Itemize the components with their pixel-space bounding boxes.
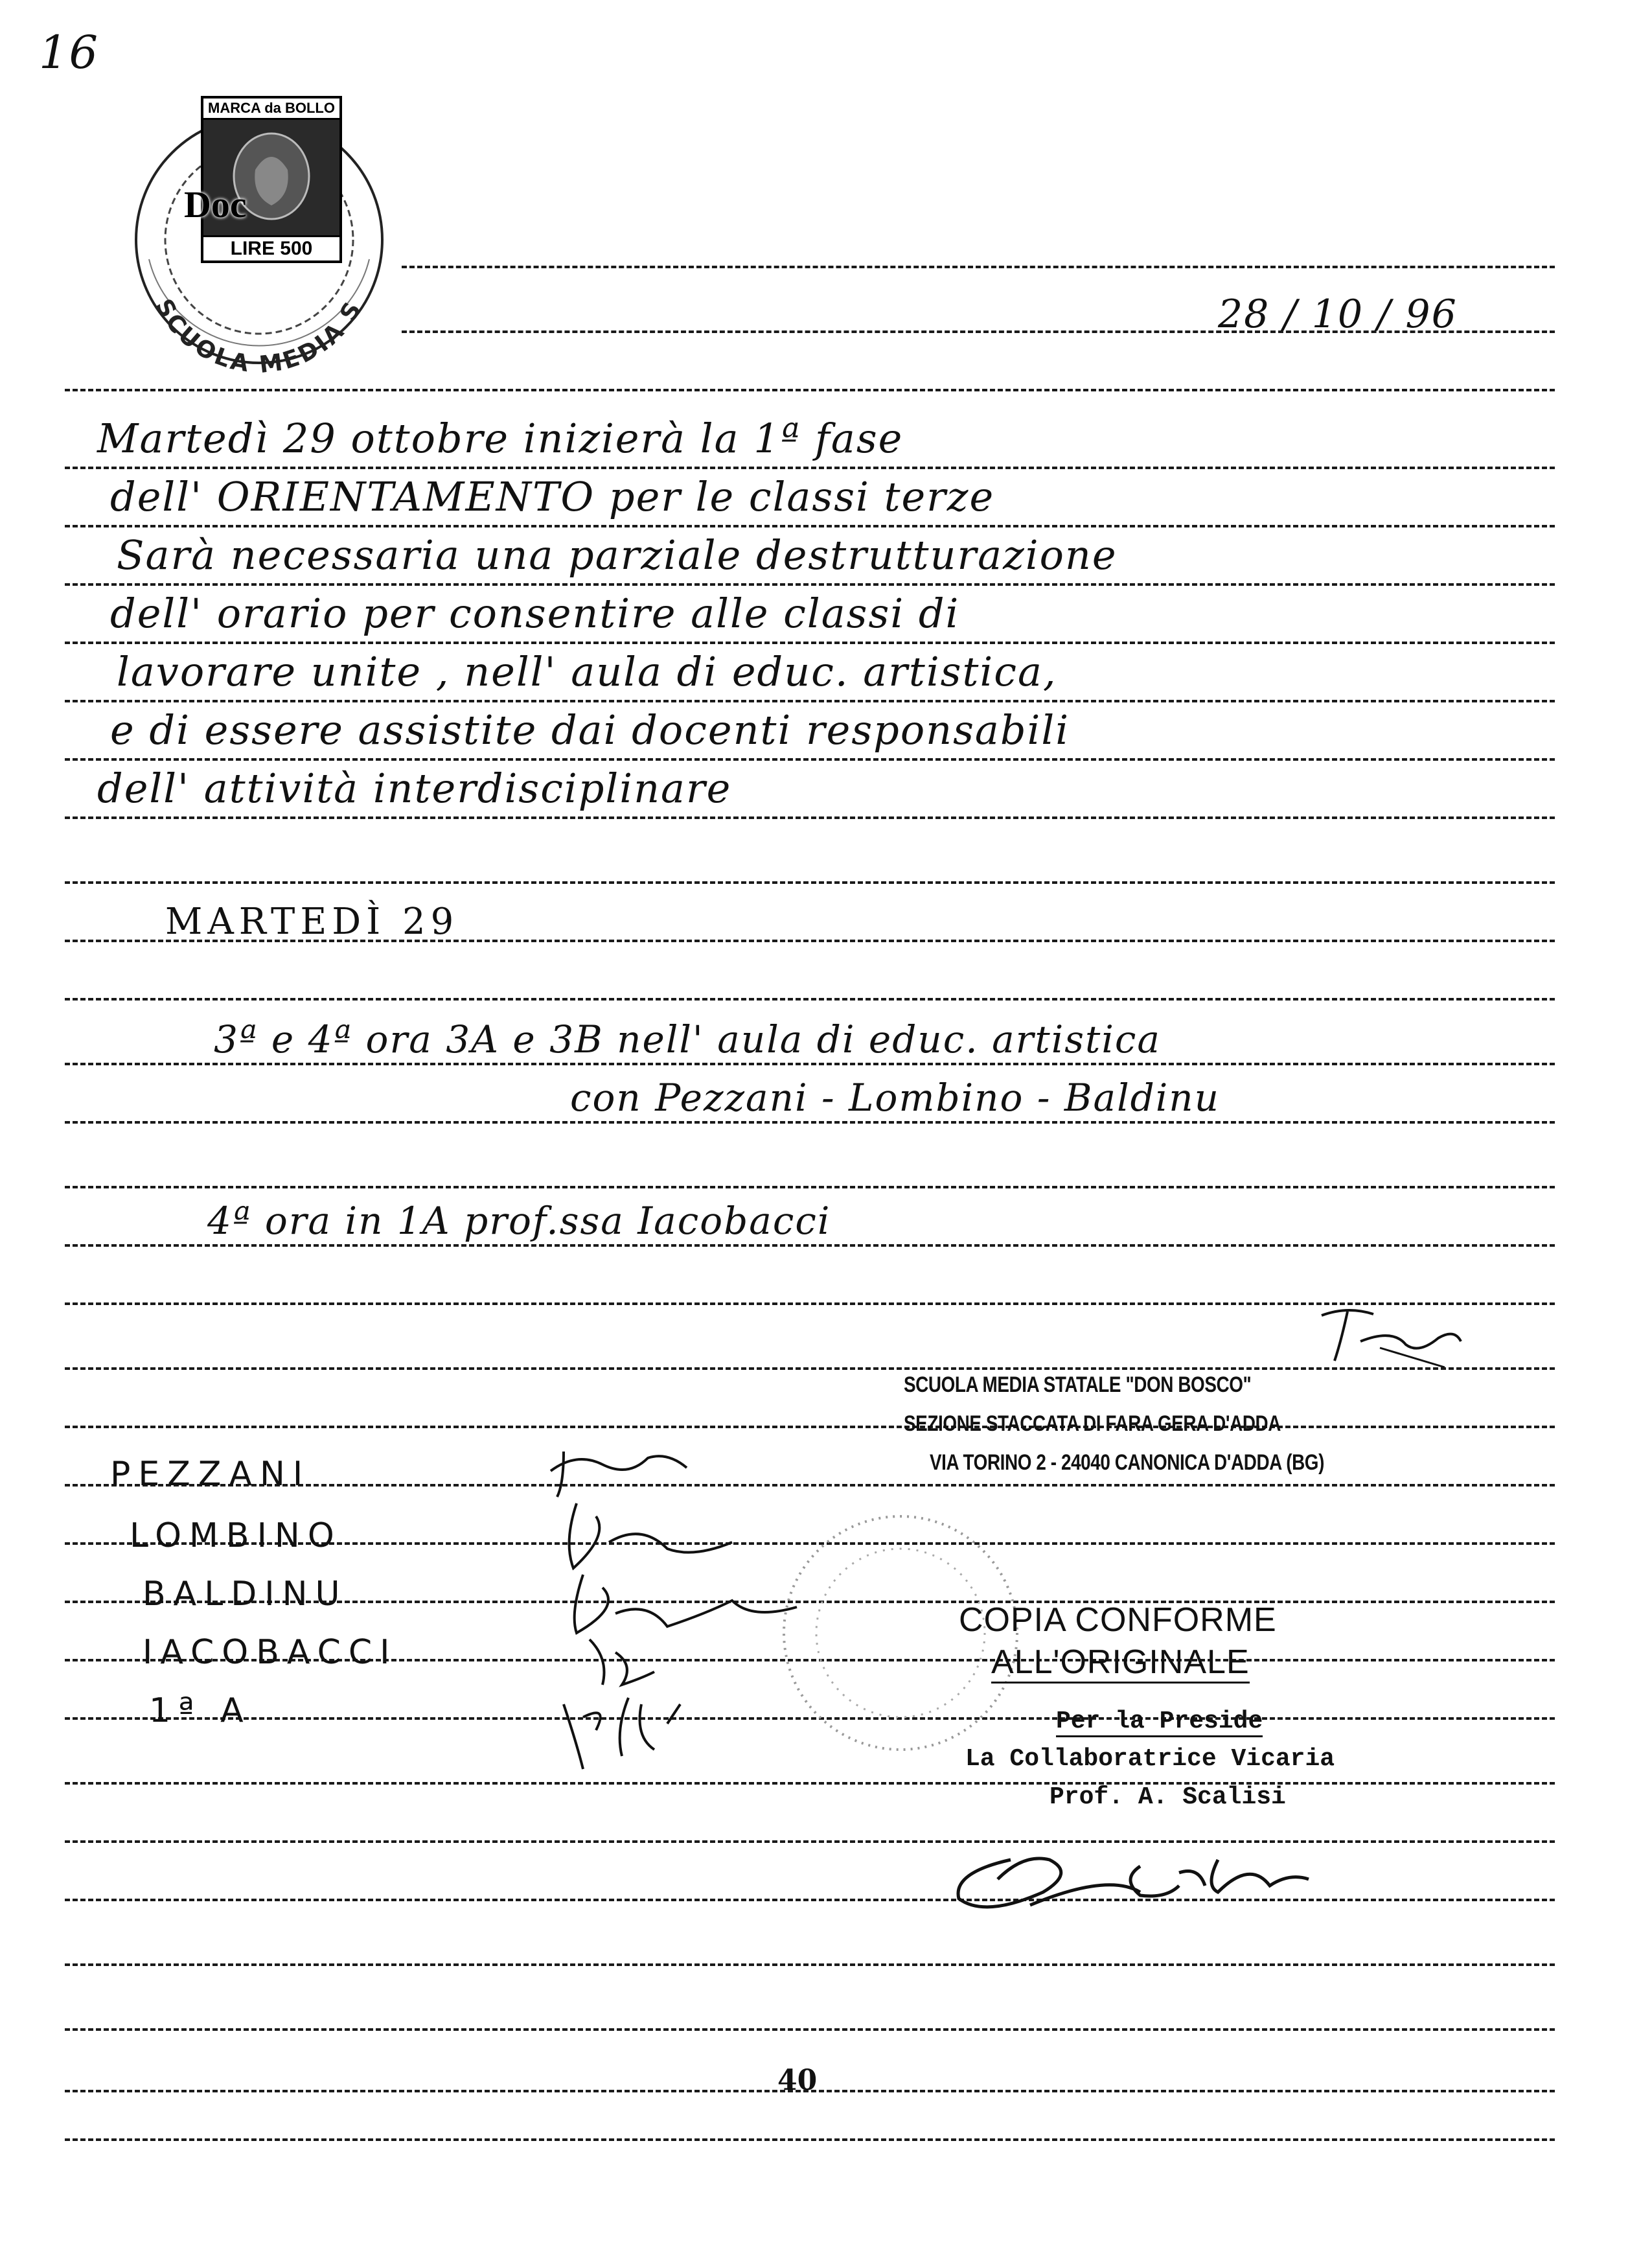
certification-line: La Collaboratrice Vicaria (965, 1745, 1335, 1773)
ruled-line (65, 2028, 1555, 2031)
school-stamp-line: SEZIONE STACCATA DI FARA GERA D'ADDA (904, 1411, 1281, 1436)
date: 28 / 10 / 96 (1218, 292, 1458, 337)
page-number: 40 (777, 2064, 818, 2097)
copia-conforme-line: ALL'ORIGINALE (991, 1643, 1250, 1684)
ruled-line (65, 700, 1555, 702)
certification-line: Prof. A. Scalisi (1050, 1783, 1286, 1811)
body-line: lavorare unite , nell' aula di educ. artistica, (117, 648, 1057, 695)
body-line: dell' ORIENTAMENTO per le classi terze (110, 473, 995, 520)
copia-conforme-line: COPIA CONFORME (959, 1601, 1277, 1639)
ruled-line (65, 998, 1555, 1001)
ruled-line (65, 525, 1555, 527)
body-line: Martedì 29 ottobre inizierà la 1ª fase (97, 415, 904, 462)
ruled-line (402, 266, 1555, 268)
revenue-stamp-overprint: Doc (184, 183, 247, 226)
ruled-line (65, 1186, 1555, 1188)
revenue-stamp-value: LIRE 500 (203, 235, 339, 260)
body-line: dell' orario per consentire alle classi di (110, 590, 960, 637)
certification-line: Per la Preside (1056, 1707, 1263, 1737)
signature-scalisi-icon (946, 1834, 1335, 1925)
schedule-line: 3ª e 4ª ora 3A e 3B nell' aula di educ. artistica (214, 1017, 1161, 1061)
ruled-line (65, 1063, 1555, 1065)
ruled-line (65, 389, 1555, 391)
signatory-name: BALDINU (143, 1575, 348, 1614)
ruled-line (65, 1782, 1555, 1785)
ruled-line (65, 2138, 1555, 2141)
schedule-heading: MARTEDÌ 29 (165, 901, 459, 943)
signatory-name: 1ª A (149, 1691, 251, 1730)
ruled-line (65, 1244, 1555, 1247)
ruled-line (65, 1963, 1555, 1966)
ruled-line (65, 881, 1555, 884)
signatory-name: IACOBACCI (143, 1633, 398, 1672)
body-line: e di essere assistite dai docenti responsabili (110, 706, 1070, 754)
signature-pezzani-icon (1302, 1302, 1471, 1374)
signatory-name: LOMBINO (130, 1516, 342, 1555)
body-line: dell' attività interdisciplinare (97, 765, 732, 812)
ruled-line (65, 1426, 1555, 1428)
svg-text:SCUOLA MEDIA STATALE: SCUOLA MEDIA STATALE (100, 89, 368, 379)
body-line: Sarà necessaria una parziale destrutturazione (117, 531, 1118, 579)
ruled-line (65, 758, 1555, 761)
signatory-name: PEZZANI (110, 1455, 311, 1494)
ruled-line (65, 642, 1555, 644)
school-stamp-line: VIA TORINO 2 - 24040 CANONICA D'ADDA (BG) (930, 1450, 1324, 1475)
ruled-line (65, 1121, 1555, 1124)
ruled-line (65, 467, 1555, 469)
ruled-line (65, 583, 1555, 586)
corner-page-number: 16 (39, 26, 100, 79)
schedule-line: con Pezzani - Lombino - Baldinu (570, 1076, 1220, 1120)
revenue-stamp-top-label: MARCA da BOLLO (203, 98, 339, 120)
ruled-line (65, 816, 1555, 819)
schedule-line: 4ª ora in 1A prof.ssa Iacobacci (207, 1199, 831, 1243)
revenue-stamp (184, 96, 342, 263)
school-stamp-line: SCUOLA MEDIA STATALE "DON BOSCO" (904, 1372, 1252, 1397)
